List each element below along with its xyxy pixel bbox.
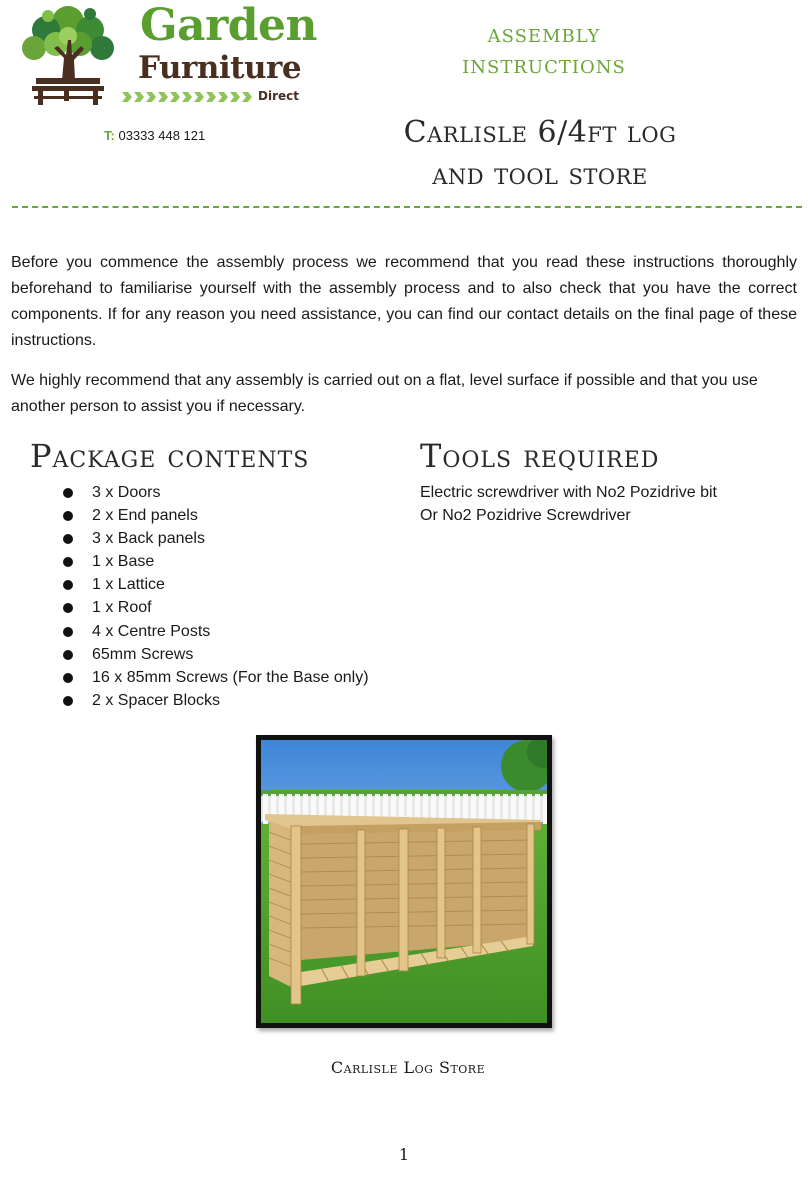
phone-label: T:: [104, 128, 115, 143]
intro-paragraph-1: Before you commence the assembly process we recommend that you read these instructions thoroughly beforehand to familiarise yourself with the assembly process and to also check that you have the correct components. If for any reason you need assistance, you can find our contact details on the final page of these instructions.: [11, 254, 797, 349]
list-item: 2 x Spacer Blocks: [62, 689, 369, 712]
bullet-icon: [63, 650, 73, 660]
logo-word-direct: Direct: [258, 89, 299, 103]
bullet-icon: [63, 696, 73, 706]
tree-icon: [18, 0, 118, 108]
tools-line-1: Electric screwdriver with No2 Pozidrive bit: [420, 484, 717, 501]
list-item: 3 x Back panels: [62, 527, 369, 550]
tools-required-heading: Tools required: [420, 437, 660, 475]
assembly-line-2: instructions: [462, 50, 626, 79]
product-photo: [256, 735, 552, 1028]
brand-logo: [18, 0, 318, 108]
list-item: 1 x Base: [62, 550, 369, 573]
list-item: 1 x Roof: [62, 596, 369, 619]
bullet-icon: [63, 511, 73, 521]
list-item: 2 x End panels: [62, 504, 369, 527]
header-divider: [12, 206, 802, 208]
assembly-instructions-heading: [430, 18, 658, 80]
chevron-stripe-icon: [122, 92, 256, 102]
assembly-line-1: assembly: [487, 19, 601, 48]
bullet-icon: [63, 603, 73, 613]
phone-number: 03333 448 121: [118, 128, 206, 143]
list-item: 16 x 85mm Screws (For the Base only): [62, 666, 369, 689]
list-item: 1 x Lattice: [62, 573, 369, 596]
list-item: 4 x Centre Posts: [62, 620, 369, 643]
phone-contact: [104, 128, 205, 144]
bullet-icon: [63, 488, 73, 498]
bullet-icon: [63, 580, 73, 590]
product-title-line-2: and tool store: [432, 157, 648, 192]
intro-paragraph-2: We highly recommend that any assembly is carried out on a flat, level surface if possible and that you use another person to assist you if necessary.: [11, 372, 758, 415]
figure-caption: Carlisle Log Store: [330, 1058, 486, 1077]
product-title: [360, 112, 720, 196]
logo-word-garden: Garden: [140, 0, 318, 51]
bullet-icon: [63, 557, 73, 567]
tools-line-2: Or No2 Pozidrive Screwdriver: [420, 507, 631, 524]
bullet-icon: [63, 534, 73, 544]
product-title-line-1: Carlisle 6/4ft log: [403, 115, 677, 150]
list-item: 65mm Screws: [62, 643, 369, 666]
bullet-icon: [63, 627, 73, 637]
package-contents-heading: Package contents: [30, 437, 310, 475]
logo-word-furniture: Furniture: [138, 50, 302, 86]
bullet-icon: [63, 673, 73, 683]
log-store-illustration: [261, 740, 547, 1023]
list-item: 3 x Doors: [62, 481, 369, 504]
page-number: 1: [398, 1145, 410, 1164]
package-contents-list: [62, 481, 369, 712]
